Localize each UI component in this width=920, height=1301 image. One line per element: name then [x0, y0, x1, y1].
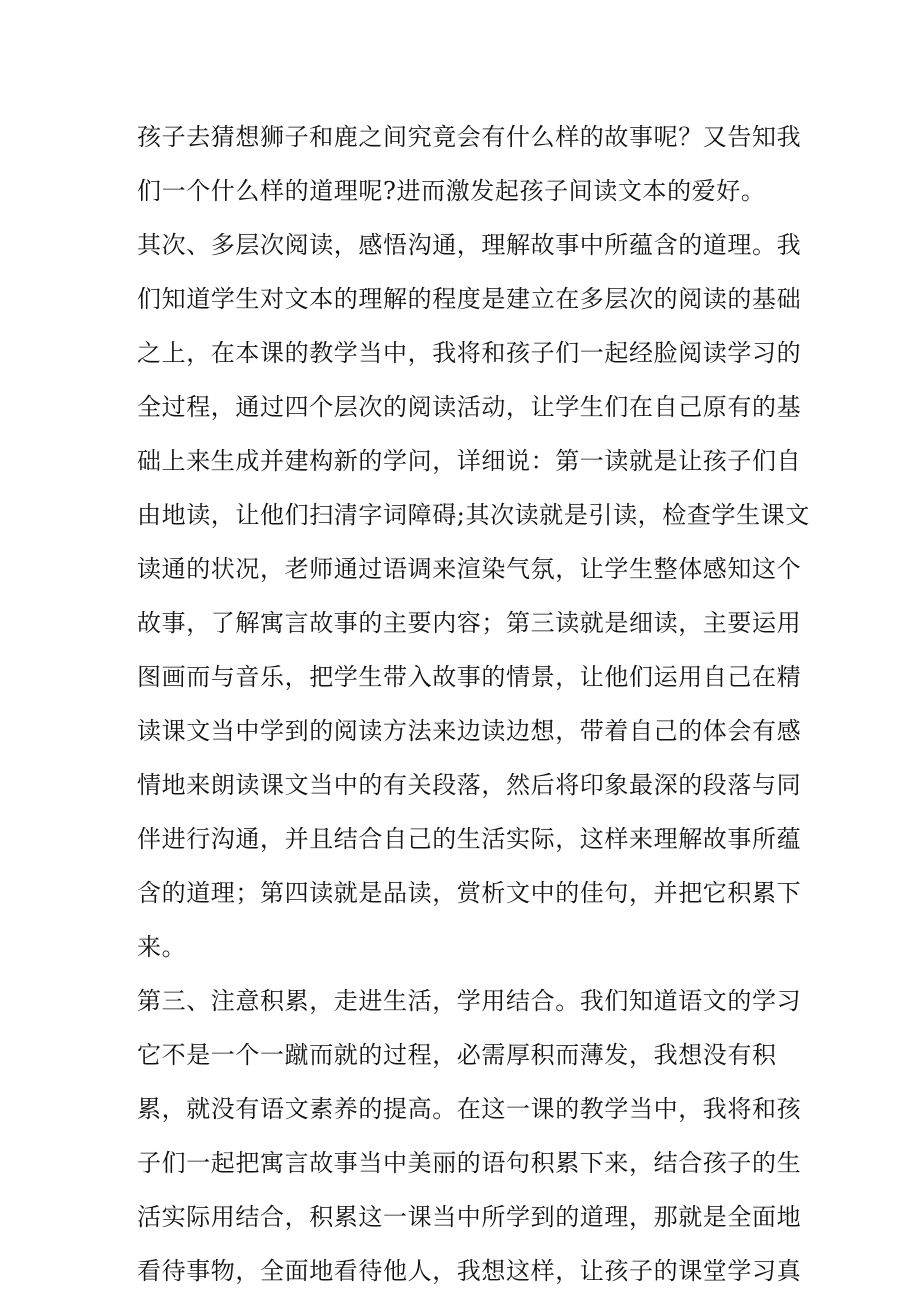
- text-line: 情地来朗读课文当中的有关段落，然后将印象最深的段落与同: [137, 771, 802, 799]
- text-line: 故事，了解寓言故事的主要内容；第三读就是细读，主要运用: [137, 609, 802, 637]
- text-line: 础上来生成并建构新的学问，详细说：第一读就是让孩子们自: [137, 447, 802, 475]
- text-line: 子们一起把寓言故事当中美丽的语句积累下来，结合孩子的生: [137, 1149, 802, 1177]
- text-line: 它不是一个一蹴而就的过程，必需厚积而薄发，我想没有积: [137, 1041, 777, 1069]
- text-line: 由地读，让他们扫清字词障碍;其次读就是引读，检查学生课文: [137, 501, 810, 529]
- text-line: 第三、注意积累，走进生活，学用结合。我们知道语文的学习: [137, 987, 802, 1015]
- body-text: [137, 110, 810, 1298]
- text-line: 图画而与音乐，把学生带入故事的情景，让他们运用自己在精: [137, 663, 802, 691]
- text-line: 累，就没有语文素养的提高。在这一课的教学当中，我将和孩: [137, 1095, 802, 1123]
- text-line: 们一个什么样的道理呢?进而激发起孩子间读文本的爱好。: [137, 177, 766, 205]
- text-line: 孩子去猜想狮子和鹿之间究竟会有什么样的故事呢？又告知我: [137, 123, 802, 151]
- text-line: 含的道理；第四读就是品读，赏析文中的佳句，并把它积累下: [137, 879, 802, 907]
- text-line: 们知道学生对文本的理解的程度是建立在多层次的阅读的基础: [137, 285, 802, 313]
- text-line: 其次、多层次阅读，感悟沟通，理解故事中所蕴含的道理。我: [137, 231, 802, 259]
- text-line: 活实际用结合，积累这一课当中所学到的道理，那就是全面地: [137, 1203, 802, 1231]
- text-line: 伴进行沟通，并且结合自己的生活实际，这样来理解故事所蕴: [137, 825, 802, 853]
- text-line: 读通的状况，老师通过语调来渲染气氛，让学生整体感知这个: [137, 555, 802, 583]
- text-line: 读课文当中学到的阅读方法来边读边想，带着自己的体会有感: [137, 717, 802, 745]
- text-line: 之上，在本课的教学当中，我将和孩子们一起经脸阅读学习的: [137, 339, 802, 367]
- text-line: 全过程，通过四个层次的阅读活动，让学生们在自己原有的基: [137, 393, 802, 421]
- text-line: 来。: [137, 933, 187, 961]
- text-line: 看待事物，全面地看待他人，我想这样，让孩子的课堂学习真: [137, 1257, 802, 1285]
